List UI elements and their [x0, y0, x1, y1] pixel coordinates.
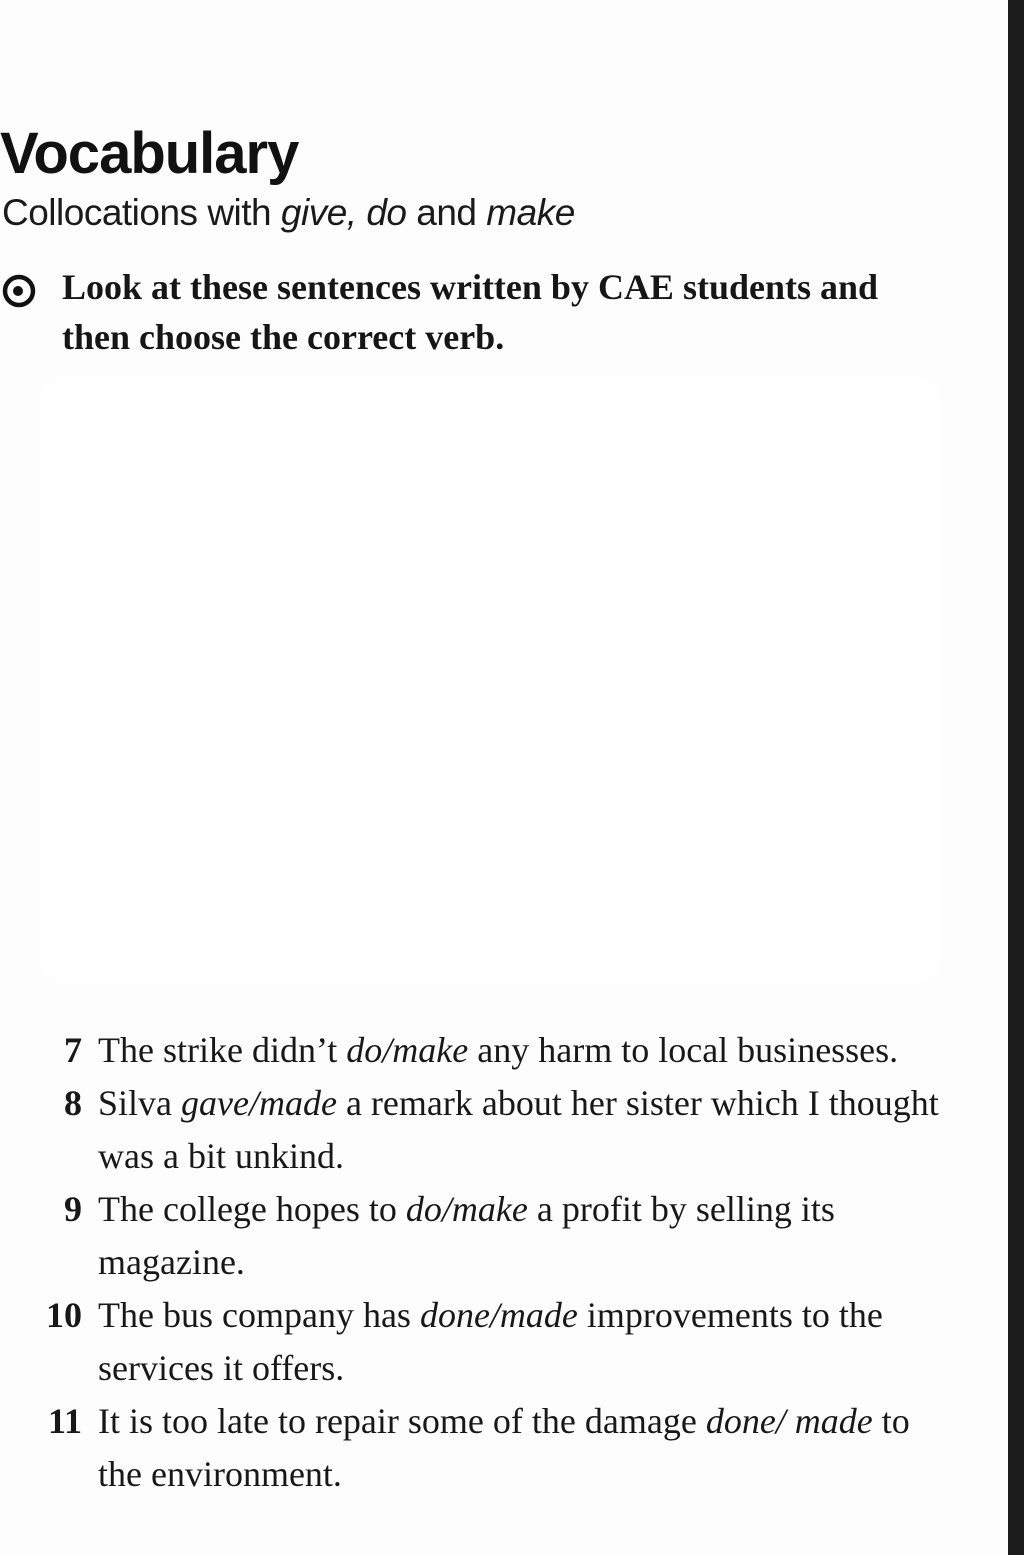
- exercise-item-11: [0, 1395, 960, 1501]
- exercise-item-7: [0, 1024, 960, 1077]
- section-title: Vocabulary: [0, 121, 299, 186]
- item-verb-options: done/made: [419, 1295, 578, 1335]
- item-verb-options: gave/made: [181, 1083, 337, 1123]
- item-text-before: The bus company has: [98, 1295, 420, 1335]
- item-text-after: to the environment.: [98, 1401, 910, 1494]
- item-text-after: any harm to local businesses.: [468, 1030, 899, 1070]
- item-text-after: a remark about her sister which I thought was a bit unkind.: [98, 1083, 939, 1176]
- exercise-item-10: [0, 1289, 960, 1395]
- item-verb-options: do/make: [346, 1030, 469, 1070]
- subtitle-word-do: do: [366, 192, 407, 233]
- item-text-before: It is too late to repair some of the damage: [98, 1401, 706, 1441]
- exercise-item-9: [0, 1183, 960, 1289]
- exercise-item-8: [0, 1077, 960, 1183]
- section-subtitle: [2, 188, 575, 238]
- exam-tip-icon: [2, 274, 36, 308]
- item-text-before: Silva: [98, 1083, 182, 1123]
- page-edge-shadow: [1008, 0, 1024, 1555]
- item-verb-options: do/make: [405, 1189, 528, 1229]
- subtitle-and: and: [406, 192, 487, 233]
- blank-area: [40, 380, 940, 980]
- item-text-after: a profit by selling its magazine.: [98, 1189, 835, 1282]
- item-number: 10: [46, 1295, 82, 1335]
- item-text-before: The strike didn’t: [98, 1030, 347, 1070]
- item-text-before: The college hopes to: [98, 1189, 406, 1229]
- subtitle-prefix: Collocations with: [2, 192, 281, 233]
- subtitle-word-make: make: [486, 192, 575, 233]
- exercise-items: [0, 1024, 960, 1501]
- instruction-text: Look at these sentences written by CAE students and then choose the correct verb.: [62, 267, 879, 357]
- item-number: 9: [64, 1189, 82, 1229]
- item-number: 8: [64, 1083, 82, 1123]
- subtitle-word-give: give,: [280, 192, 357, 233]
- item-number: 11: [47, 1401, 82, 1441]
- item-number: 7: [64, 1030, 82, 1070]
- subtitle-separator: [357, 192, 367, 233]
- item-text-after: improvements to the services it offers.: [98, 1295, 883, 1388]
- item-verb-options: done/ made: [705, 1401, 873, 1441]
